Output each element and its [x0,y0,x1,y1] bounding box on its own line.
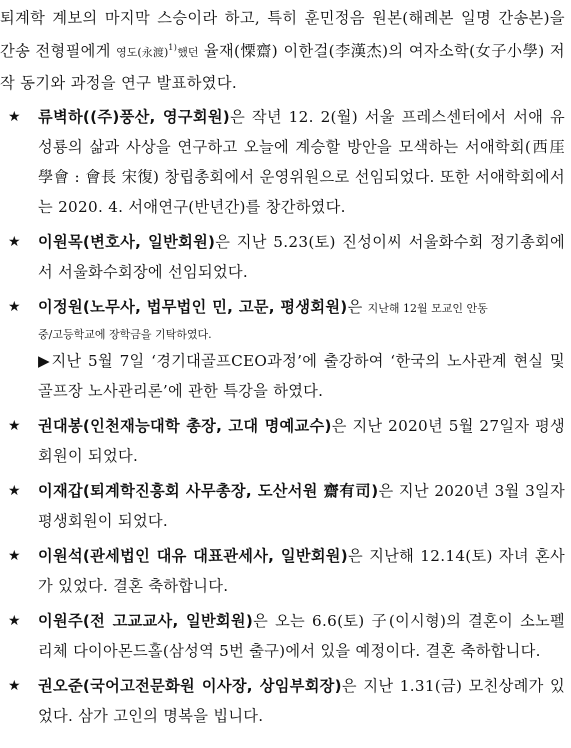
news-small-text: 지난해 12월 모교인 안동 [367,302,488,315]
intro-small-text-2: 했던 [177,46,199,60]
intro-text-2: 율재(慄齋) 이한걸(李漢杰)의 여자소학(女子小學) 저작 동기와 과정을 연구 발표하였다. [0,42,565,93]
news-item-body [38,606,565,666]
intro-text: 퇴계학 계보의 마지막 스승이라 하고, 특히 훈민정음 원본(해례본 일명 간송본)을 간송 전형필에게 [0,9,565,61]
news-text: 은 지난 2020년 5월 27일자 평생회원이 되었다. [38,417,565,465]
person-name: 이원주(전 고교교사, 일반회원) [38,612,254,630]
news-text: 은 지난 2020년 3월 3일자 평생회원이 되었다. [38,482,565,530]
star-icon: ★ [8,418,21,434]
news-item [0,227,565,287]
news-item [0,411,565,471]
person-name: 류벽하((주)풍산, 영구회원) [38,108,231,126]
person-name: 이원목(변호사, 일반회원) [38,233,216,251]
news-item-body [38,671,565,731]
star-icon: ★ [8,299,21,315]
news-item-body [38,292,565,324]
footnote-marker: 1) [168,43,178,52]
news-text: 은 지난 1.31(금) 모친상례가 있었다. 삼가 고인의 명복을 빕니다. [38,677,565,725]
star-icon: ★ [8,548,21,564]
intro-small-text: 영도(永渡) [116,46,169,60]
person-name: 이정원(노무사, 법무법인 민, 고문, 평생회원) [38,298,348,316]
star-icon: ★ [8,483,21,499]
news-text: 은 오는 6.6(토) 子(이시형)의 결혼이 소노펠리체 다이아몬드홀(삼성역 5번 출구)에서 있을 예정이다. 결혼 축하합니다. [38,612,565,660]
person-name: 이재갑(퇴계학진흥회 사무총장, 도산서원 齋有司) [38,482,379,500]
news-item [0,292,565,406]
news-text: 은 작년 12. 2(월) 서울 프레스센터에서 서애 유성룡의 삶과 사상을 연구하고 오늘에 계승할 방안을 모색하는 서애학회(西厓學會 : 會長 宋復) 창립총회에서 운영위원으로 선임되었다. 또한 서애학회에서는 2020. 4. 서애연구(반년간)를 창간하였다. [38,108,565,216]
news-item-body [38,411,565,471]
news-small-line: 중/고등학교에 장학금을 기탁하였다. [38,328,212,341]
news-item [0,541,565,601]
news-item-body [38,476,565,536]
star-icon: ★ [8,613,21,629]
news-item-body [38,541,565,601]
news-item [0,102,565,222]
news-text: 은 [347,298,368,316]
news-text: 은 지난해 12.14(토) 자녀 혼사가 있었다. 결혼 축하합니다. [38,547,565,595]
intro-paragraph [0,3,565,98]
news-item-detail: ▶지난 5월 7일 ‘경기대골프CEO과정’에 출강하여 ‘한국의 노사관계 현실 및 골프장 노사관리론’에 관한 특강을 하였다. [38,352,565,400]
star-icon: ★ [8,678,21,694]
star-icon: ★ [8,234,21,250]
person-name: 이원석(관세법인 대유 대표관세사, 일반회원) [38,547,349,565]
person-name: 권오준(국어고전문화원 이사장, 상임부회장) [38,677,342,695]
news-item-body [38,102,565,222]
news-item [0,606,565,666]
star-icon: ★ [8,109,21,125]
news-item-body [38,227,565,287]
news-item [0,671,565,731]
news-item [0,476,565,536]
person-name: 권대봉(인천재능대학 총장, 고대 명예교수) [38,417,332,435]
news-text: 은 지난 5.23(토) 진성이씨 서울화수회 정기총회에서 서울화수회장에 선임되었다. [38,233,565,281]
